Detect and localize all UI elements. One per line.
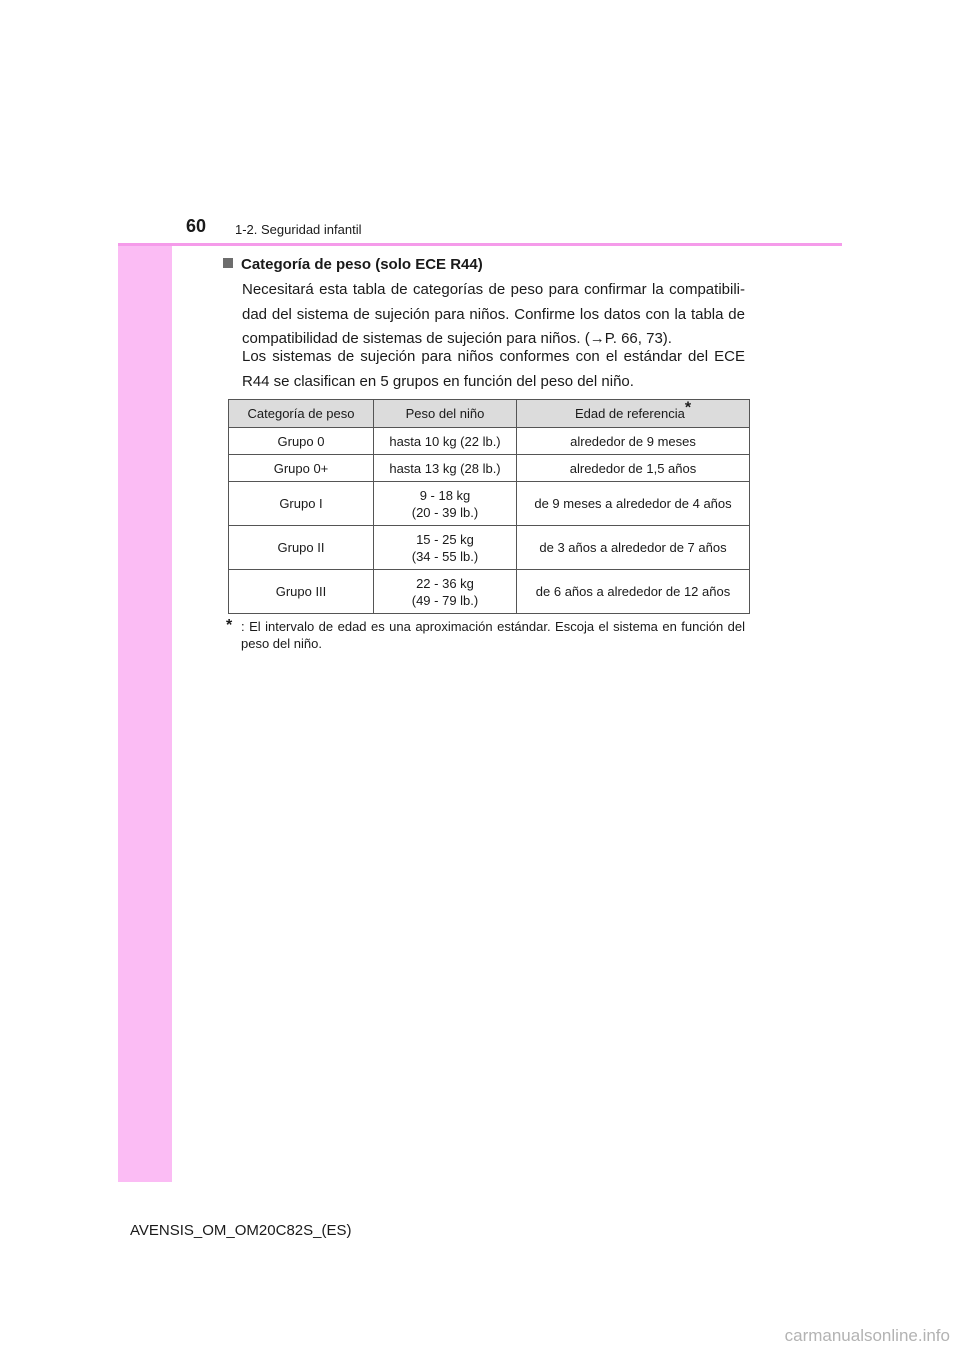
weight-lb: (20 - 39 lb.): [411, 504, 479, 520]
section-heading: [223, 256, 483, 273]
table-header-row: [229, 400, 750, 428]
cell-age: de 3 años a alrededor de 7 años: [517, 526, 750, 570]
footnote: [226, 618, 745, 652]
cell-weight: [374, 482, 517, 526]
header-area: [118, 176, 842, 244]
footnote-text: : El intervalo de edad es una aproximación estándar. Escoja el sistema en función del peso del niño.: [241, 619, 745, 651]
cell-weight: [374, 570, 517, 614]
cell-age: alrededor de 1,5 años: [517, 455, 750, 482]
cell-category: Grupo II: [229, 526, 374, 570]
section-title: 1-2. Seguridad infantil: [235, 222, 362, 237]
cell-category: Grupo 0+: [229, 455, 374, 482]
weight-lb: (49 - 79 lb.): [411, 592, 479, 608]
cell-category: Grupo III: [229, 570, 374, 614]
table-row: [229, 455, 750, 482]
document-code: AVENSIS_OM_OM20C82S_(ES): [130, 1222, 352, 1239]
paragraph-groups: Los sistemas de sujeción para niños conformes con el estándar del ECE R44 se clasifican en 5 grupos en función del peso del niño.: [242, 348, 745, 390]
cell-category: Grupo I: [229, 482, 374, 526]
side-strip: [118, 176, 172, 1182]
header-age: [517, 400, 750, 428]
header-rule: [118, 243, 842, 246]
asterisk-mark: *: [684, 399, 692, 417]
heading-text: Categoría de peso (solo ECE R44): [241, 256, 483, 273]
table-row: [229, 428, 750, 455]
weight-kg: 9 - 18 kg: [419, 487, 471, 503]
weight-kg: 15 - 25 kg: [416, 531, 474, 547]
weight-kg: 22 - 36 kg: [416, 575, 474, 591]
paragraph-compatibility: Necesitará esta tabla de categorías de peso para confirmar la compatibili-dad del sistema de sujeción para niños. Confirme los datos con la tabla de compatibilidad de sistemas de sujeción para niños. (→P. 66, 73).: [242, 281, 745, 347]
cell-category: Grupo 0: [229, 428, 374, 455]
cell-age: de 6 años a alrededor de 12 años: [517, 570, 750, 614]
weight-lb: (34 - 55 lb.): [411, 548, 479, 564]
table-row: [229, 570, 750, 614]
header-category: Categoría de peso: [229, 400, 374, 428]
header-age-text: Edad de referencia: [574, 406, 685, 421]
weight-category-table: [228, 399, 750, 614]
header-weight: Peso del niño: [374, 400, 517, 428]
table-row: [229, 482, 750, 526]
footnote-asterisk: *: [226, 617, 233, 634]
square-bullet-icon: [223, 258, 233, 268]
cell-weight: hasta 13 kg (28 lb.): [374, 455, 517, 482]
cell-weight: hasta 10 kg (22 lb.): [374, 428, 517, 455]
watermark: carmanualsonline.info: [784, 1326, 950, 1345]
cell-weight: [374, 526, 517, 570]
table-row: [229, 526, 750, 570]
cell-age: alrededor de 9 meses: [517, 428, 750, 455]
cell-age: de 9 meses a alrededor de 4 años: [517, 482, 750, 526]
page-number: 60: [186, 216, 207, 236]
